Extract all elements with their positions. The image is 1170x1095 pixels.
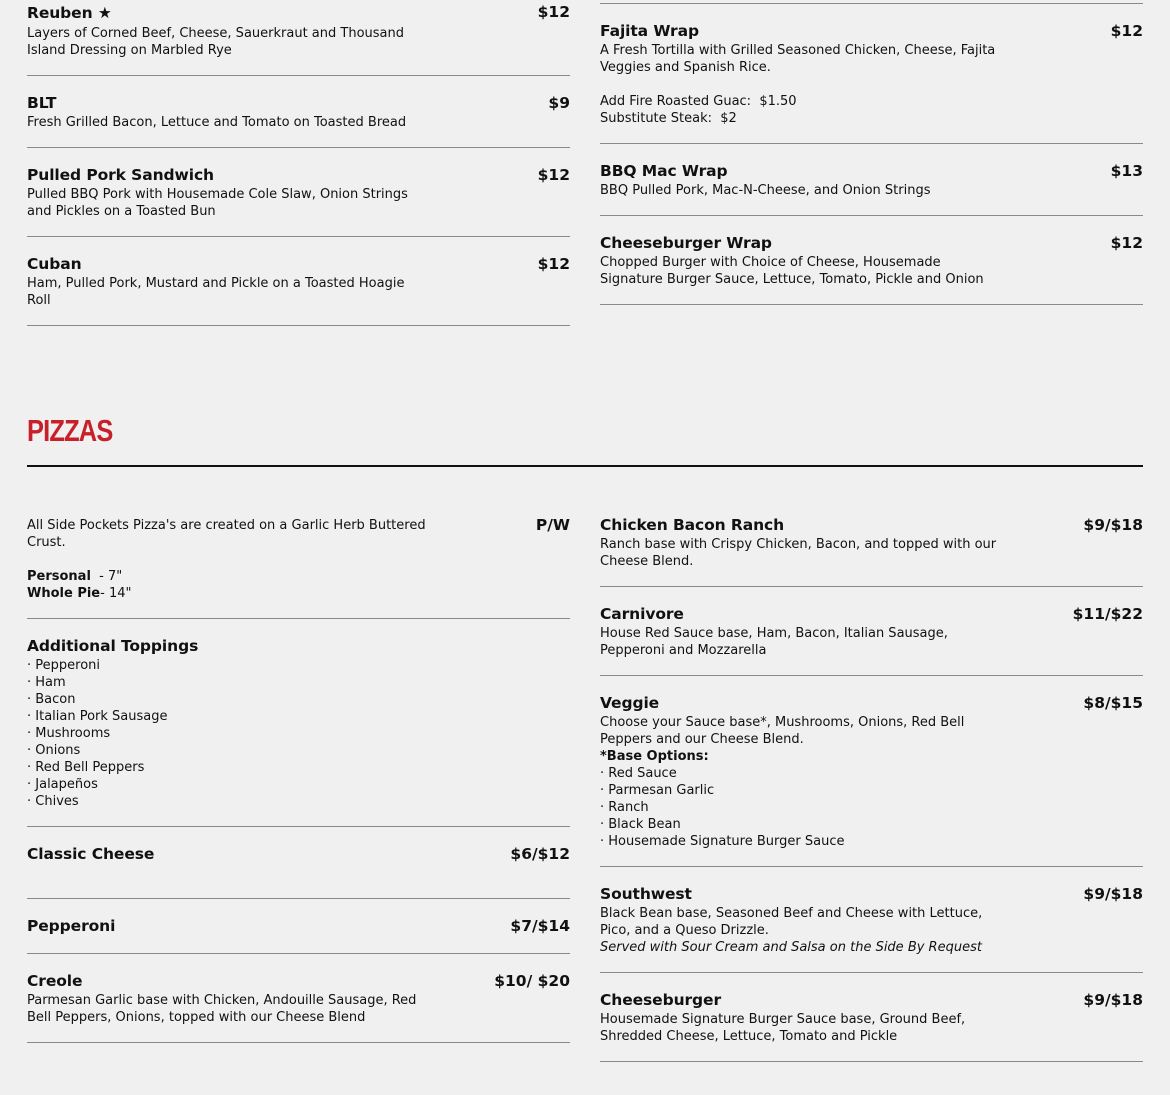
cheeseburger-wrap-description: Chopped Burger with Choice of Cheese, Housemade Signature Burger Sauce, Lettuce, Tomato, Pickle and Onion xyxy=(600,255,984,287)
cuban-price: $12 xyxy=(537,255,570,273)
divider xyxy=(27,1042,570,1043)
blt-price: $9 xyxy=(548,94,570,112)
list-item: · Red Bell Peppers xyxy=(27,760,145,775)
classic-cheese-name: Classic Cheese xyxy=(27,845,155,863)
fajita-addon-steak: Substitute Steak: $2 xyxy=(600,111,737,126)
bbq-mac-wrap-description: BBQ Pulled Pork, Mac-N-Cheese, and Onion Strings xyxy=(600,183,931,198)
divider xyxy=(600,3,1143,4)
divider xyxy=(600,1061,1143,1062)
list-item: · Italian Pork Sausage xyxy=(27,709,168,724)
divider xyxy=(600,304,1143,305)
reuben-description: Layers of Corned Beef, Cheese, Sauerkraut and Thousand Island Dressing on Marbled Rye xyxy=(27,26,404,58)
chicken-bacon-ranch-price: $9/$18 xyxy=(1083,516,1143,534)
chicken-bacon-ranch-description: Ranch base with Crispy Chicken, Bacon, and topped with our Cheese Blend. xyxy=(600,537,997,569)
list-item: · Black Bean xyxy=(600,817,681,832)
toppings-list xyxy=(27,657,168,810)
base-options-title: *Base Options: xyxy=(600,749,709,764)
divider xyxy=(27,147,570,148)
divider xyxy=(27,236,570,237)
pizza-intro-price: P/W xyxy=(535,516,570,534)
cheeseburger-wrap-name: Cheeseburger Wrap xyxy=(600,234,772,252)
chicken-bacon-ranch-name: Chicken Bacon Ranch xyxy=(600,516,785,534)
list-item: · Pepperoni xyxy=(27,658,101,673)
cheeseburger-wrap-price: $12 xyxy=(1110,234,1143,252)
pizza-size-personal: Personal - 7" xyxy=(27,569,123,584)
bbq-mac-wrap-name: BBQ Mac Wrap xyxy=(600,162,728,180)
list-item: · Parmesan Garlic xyxy=(600,783,715,798)
cheeseburger-pizza-description: Housemade Signature Burger Sauce base, Ground Beef, Shredded Cheese, Lettuce, Tomato and Pickle xyxy=(600,1012,966,1044)
list-item: · Red Sauce xyxy=(600,766,677,781)
pizzas-section-title: PIZZAS xyxy=(27,413,113,448)
list-item: · Ham xyxy=(27,675,66,690)
pulled-pork-price: $12 xyxy=(537,166,570,184)
pulled-pork-description: Pulled BBQ Pork with Housemade Cole Slaw, Onion Strings and Pickles on a Toasted Bun xyxy=(27,187,408,219)
cuban-description: Ham, Pulled Pork, Mustard and Pickle on a Toasted Hoagie Roll xyxy=(27,276,405,308)
fajita-addon-guac: Add Fire Roasted Guac: $1.50 xyxy=(600,94,797,109)
divider xyxy=(600,215,1143,216)
creole-name: Creole xyxy=(27,972,83,990)
divider xyxy=(600,972,1143,973)
reuben-name: Reuben ★ xyxy=(27,4,112,22)
divider xyxy=(27,898,570,899)
divider xyxy=(600,866,1143,867)
divider xyxy=(600,675,1143,676)
pepperoni-price: $7/$14 xyxy=(510,917,570,935)
list-item: · Housemade Signature Burger Sauce xyxy=(600,834,845,849)
cuban-name: Cuban xyxy=(27,255,82,273)
veggie-name: Veggie xyxy=(600,694,660,712)
divider xyxy=(600,586,1143,587)
southwest-price: $9/$18 xyxy=(1083,885,1143,903)
blt-description: Fresh Grilled Bacon, Lettuce and Tomato on Toasted Bread xyxy=(27,115,407,130)
pulled-pork-name: Pulled Pork Sandwich xyxy=(27,166,214,184)
blt-name: BLT xyxy=(27,94,57,112)
divider xyxy=(27,953,570,954)
section-divider xyxy=(27,465,1143,467)
divider xyxy=(27,826,570,827)
divider xyxy=(27,618,570,619)
list-item: · Mushrooms xyxy=(27,726,111,741)
list-item: · Onions xyxy=(27,743,81,758)
fajita-wrap-price: $12 xyxy=(1110,22,1143,40)
fajita-wrap-description: A Fresh Tortilla with Grilled Seasoned Chicken, Cheese, Fajita Veggies and Spanish Rice. Add Fire Roasted Guac: $1.50 Substitute Steak: $2 xyxy=(600,43,996,126)
veggie-description: Choose your Sauce base*, Mushrooms, Onions, Red Bell Peppers and our Cheese Blend. *Base Options: · Red Sauce · Parmesan Garlic · Ranch · Black Bean · Housemade Signature Burger Sauce xyxy=(600,715,965,849)
pepperoni-name: Pepperoni xyxy=(27,917,116,935)
carnivore-description: House Red Sauce base, Ham, Bacon, Italian Sausage, Pepperoni and Mozzarella xyxy=(600,626,948,658)
creole-price: $10/ $20 xyxy=(494,972,570,990)
list-item: · Jalapeños xyxy=(27,777,98,792)
carnivore-price: $11/$22 xyxy=(1072,605,1143,623)
bbq-mac-wrap-price: $13 xyxy=(1110,162,1143,180)
list-item: · Ranch xyxy=(600,800,649,815)
divider xyxy=(27,325,570,326)
reuben-price: $12 xyxy=(537,3,570,21)
carnivore-name: Carnivore xyxy=(600,605,684,623)
list-item: · Chives xyxy=(27,794,79,809)
veggie-price: $8/$15 xyxy=(1083,694,1143,712)
divider xyxy=(27,75,570,76)
divider xyxy=(600,143,1143,144)
cheeseburger-pizza-price: $9/$18 xyxy=(1083,991,1143,1009)
toppings-title: Additional Toppings xyxy=(27,637,199,655)
cheeseburger-pizza-name: Cheeseburger xyxy=(600,991,721,1009)
southwest-note: Served with Sour Cream and Salsa on the Side By Request xyxy=(600,940,982,955)
list-item: · Bacon xyxy=(27,692,76,707)
southwest-description: Black Bean base, Seasoned Beef and Cheese with Lettuce, Pico, and a Queso Drizzle. Served with Sour Cream and Salsa on the Side By Request xyxy=(600,906,983,955)
fajita-wrap-name: Fajita Wrap xyxy=(600,22,699,40)
southwest-name: Southwest xyxy=(600,885,692,903)
creole-description: Parmesan Garlic base with Chicken, Andouille Sausage, Red Bell Peppers, Onions, topped with our Cheese Blend xyxy=(27,993,417,1025)
pizza-intro: All Side Pockets Pizza's are created on a Garlic Herb Buttered Crust. Personal - 7" Whole Pie- 14" xyxy=(27,518,426,601)
pizza-size-whole: Whole Pie- 14" xyxy=(27,586,132,601)
classic-cheese-price: $6/$12 xyxy=(510,845,570,863)
